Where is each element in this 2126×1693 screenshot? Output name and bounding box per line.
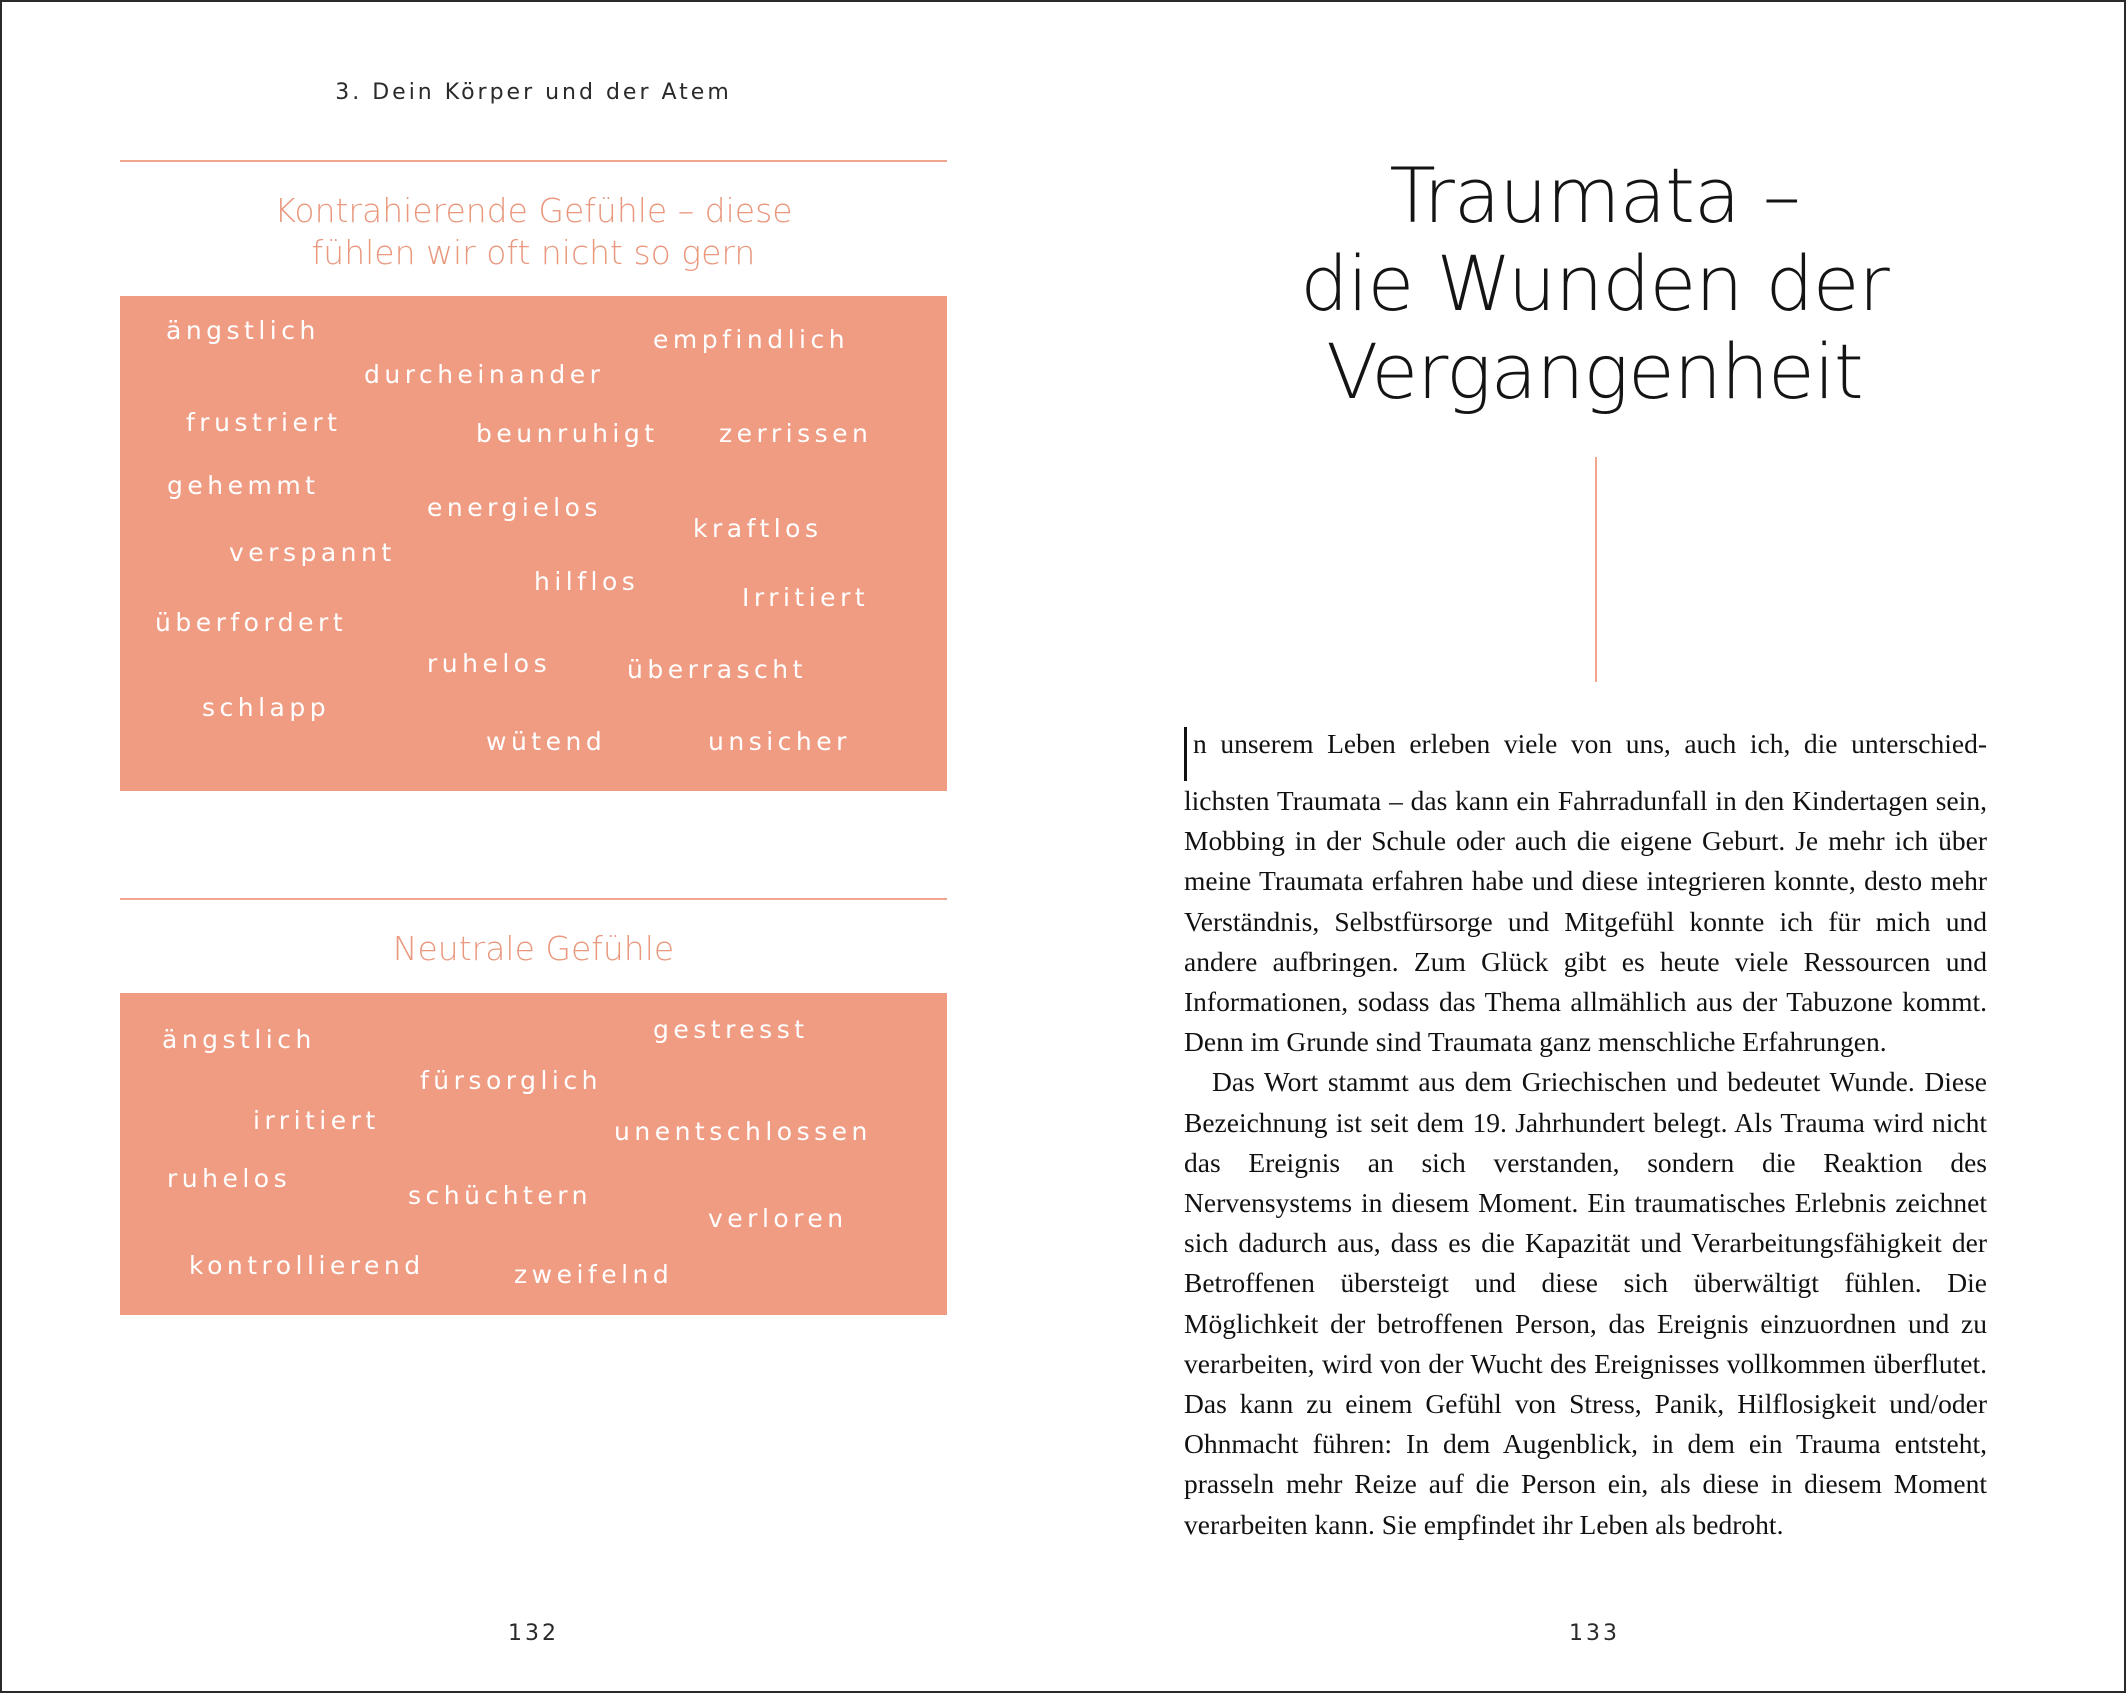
word-cloud-neutral [120, 993, 947, 1315]
feeling-word: überfordert [155, 608, 348, 637]
section-divider [120, 898, 947, 900]
section-title-line: fühlen wir oft nicht so gern [311, 233, 756, 272]
feeling-word: beunruhigt [476, 419, 659, 448]
left-page [2, 2, 1065, 1691]
right-page [1065, 2, 2124, 1691]
feeling-word: Irritiert [742, 583, 870, 612]
chapter-title-line: Traumata – [1389, 151, 1800, 240]
feeling-word: schüchtern [408, 1181, 592, 1210]
paragraph: Das Wort stammt aus dem Griechischen und bedeutet Wunde. Diese Bezeichnung ist seit dem 19. Jahrhundert belegt. Als Trauma wird nicht das Ereignis an sich verstanden, sondern die Reaktion des Nervensystems in diesem Moment. Ein traumatisches Erlebnis zeichnet sich dadurch aus, dass es die Kapazität und Verarbeitungsfähigkeit der Betroffenen übersteigt und diese sich überwältigt fühlen. Die Möglichkeit der betroffenen Person, das Ereignis einzuordnen und zu verarbeiten, wird von der Wucht des Ereignisses vollkommen überflutet. Das kann zu einem Gefühl von Stress, Panik, Hilflosigkeit und/oder Ohnmacht führen: In dem Augenblick, in dem ein Trauma entsteht, prasseln mehr Reize auf die Person ein, als diese in diesem Moment verarbeiten kann. Sie empfindet ihr Leben als bedroht. [1184, 1066, 1987, 1540]
feeling-word: energielos [427, 493, 602, 522]
section-title-line: Kontrahierende Gefühle – diese [274, 191, 793, 230]
running-head: 3. Dein Körper und der Atem [335, 80, 732, 105]
feeling-word: unentschlossen [614, 1117, 872, 1146]
page-number: 133 [1569, 1621, 1620, 1646]
feeling-word: verloren [708, 1204, 848, 1233]
body-text [1184, 724, 1987, 1545]
feeling-word: kraftlos [693, 514, 823, 543]
feeling-word: zerrissen [719, 419, 873, 448]
vertical-divider [1595, 457, 1597, 682]
word-cloud-contracting [120, 296, 947, 791]
section-title-contracting [120, 190, 947, 274]
feeling-word: gestresst [653, 1015, 809, 1044]
feeling-word: ruhelos [427, 649, 552, 678]
feeling-word: verspannt [229, 538, 396, 567]
paragraph-text: n unserem Leben erleben viele von uns, auch ich, die unterschiedlichsten Traumata – das kann ein Fahrradunfall in den Kindertagen sein, Mobbing in der Schule oder auch die eigene Geburt. Je mehr ich über meine Traumata erfahren habe und diese integrieren konnte, desto mehr Verständnis, Selbstfürsorge und Mitgefühl konnte ich für mich und andere aufbringen. Zum Glück gibt es heute viele Ressourcen und Informationen, sodass das Thema allmählich aus der Tabuzone kommt. Denn im Grunde sind Traumata ganz menschliche Erfahrungen. [1184, 728, 1987, 1058]
feeling-word: frustriert [186, 408, 342, 437]
feeling-word: fürsorglich [420, 1066, 602, 1095]
feeling-word: wütend [486, 727, 607, 756]
chapter-title [1065, 152, 2124, 416]
feeling-word: unsicher [708, 727, 851, 756]
feeling-word: kontrollierend [189, 1251, 425, 1280]
feeling-word: empfindlich [653, 325, 850, 354]
feeling-word: ängstlich [162, 1025, 316, 1054]
paragraph [1184, 724, 1987, 1062]
section-title-neutral: Neutrale Gefühle [392, 929, 675, 968]
feeling-word: durcheinander [364, 360, 605, 389]
section-divider [120, 160, 947, 162]
feeling-word: überrascht [627, 655, 807, 684]
chapter-title-line: Vergangenheit [1326, 327, 1863, 416]
feeling-word: ängstlich [166, 316, 320, 345]
feeling-word: zweifelnd [514, 1260, 674, 1289]
chapter-title-line: die Wunden der [1300, 239, 1889, 328]
feeling-word: ruhelos [167, 1164, 292, 1193]
feeling-word: irritiert [253, 1106, 380, 1135]
feeling-word: gehemmt [167, 471, 320, 500]
drop-initial [1184, 727, 1187, 781]
page-number: 132 [508, 1621, 559, 1646]
feeling-word: schlapp [202, 693, 331, 722]
feeling-word: hilflos [534, 567, 640, 596]
